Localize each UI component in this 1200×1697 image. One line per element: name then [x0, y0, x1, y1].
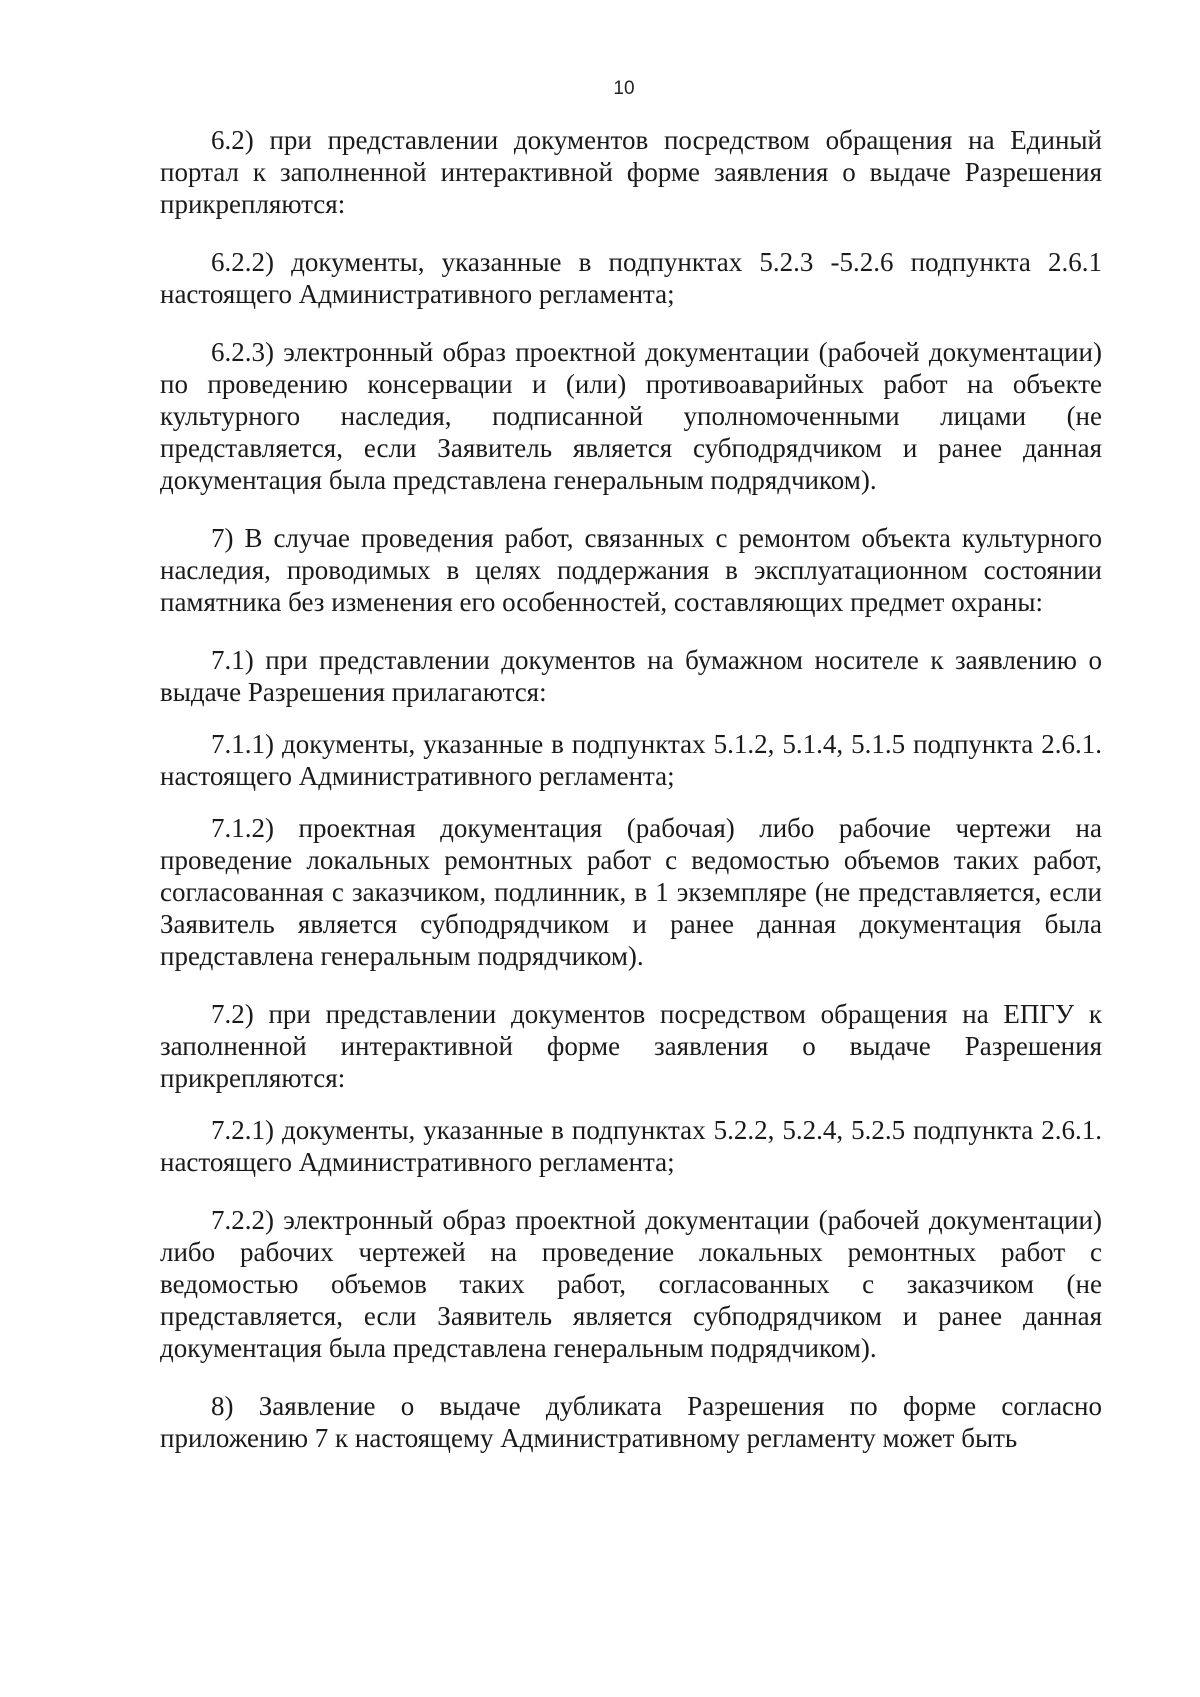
paragraph-7-1: 7.1) при представлении документов на бумажном носителе к заявлению о выдаче Разрешения прилагаются:	[160, 645, 1102, 707]
document-body	[160, 124, 1102, 1454]
paragraph-6-2: 6.2) при представлении документов посредством обращения на Единый портал к заполненной интерактивной форме заявления о выдаче Разрешения прикрепляются:	[160, 125, 1102, 219]
paragraph-6-2-2: 6.2.2) документы, указанные в подпунктах 5.2.3 -5.2.6 подпункта 2.6.1 настоящего Административного регламента;	[160, 247, 1102, 309]
paragraph-6-2-3: 6.2.3) электронный образ проектной документации (рабочей документации) по проведению консервации и (или) противоаварийных работ на объекте культурного наследия, подписанной уполномоченными лицами (не представляется, если Заявитель является субподрядчиком и ранее данная документация была представлена генеральным подрядчиком).	[160, 337, 1102, 495]
paragraph-7-2: 7.2) при представлении документов посредством обращения на ЕПГУ к заполненной интерактивной форме заявления о выдаче Разрешения прикрепляются:	[160, 999, 1102, 1093]
paragraph-7: 7) В случае проведения работ, связанных с ремонтом объекта культурного наследия, проводимых в целях поддержания в эксплуатационном состоянии памятника без изменения его особенностей, составляющих предмет охраны:	[160, 523, 1102, 617]
page-number: 10	[613, 78, 635, 99]
paragraph-7-2-1: 7.2.1) документы, указанные в подпунктах 5.2.2, 5.2.4, 5.2.5 подпункта 2.6.1. настоящего Административного регламента;	[160, 1115, 1102, 1177]
paragraph-7-1-2: 7.1.2) проектная документация (рабочая) либо рабочие чертежи на проведение локальных ремонтных работ с ведомостью объемов таких работ, согласованная с заказчиком, подлинник, в 1 экземпляре (не представляется, если Заявитель является субподрядчиком и ранее данная документация была представлена генеральным подрядчиком).	[160, 813, 1102, 971]
paragraph-7-2-2: 7.2.2) электронный образ проектной документации (рабочей документации) либо рабочих чертежей на проведение локальных ремонтных работ с ведомостью объемов таких работ, согласованных с заказчиком (не представляется, если Заявитель является субподрядчиком и ранее данная документация была представлена генеральным подрядчиком).	[160, 1205, 1102, 1363]
paragraph-8: 8) Заявление о выдаче дубликата Разрешения по форме согласно приложению 7 к настоящему Административному регламенту может быть	[160, 1391, 1102, 1453]
paragraph-7-1-1: 7.1.1) документы, указанные в подпунктах 5.1.2, 5.1.4, 5.1.5 подпункта 2.6.1. настоящего Административного регламента;	[160, 729, 1102, 791]
